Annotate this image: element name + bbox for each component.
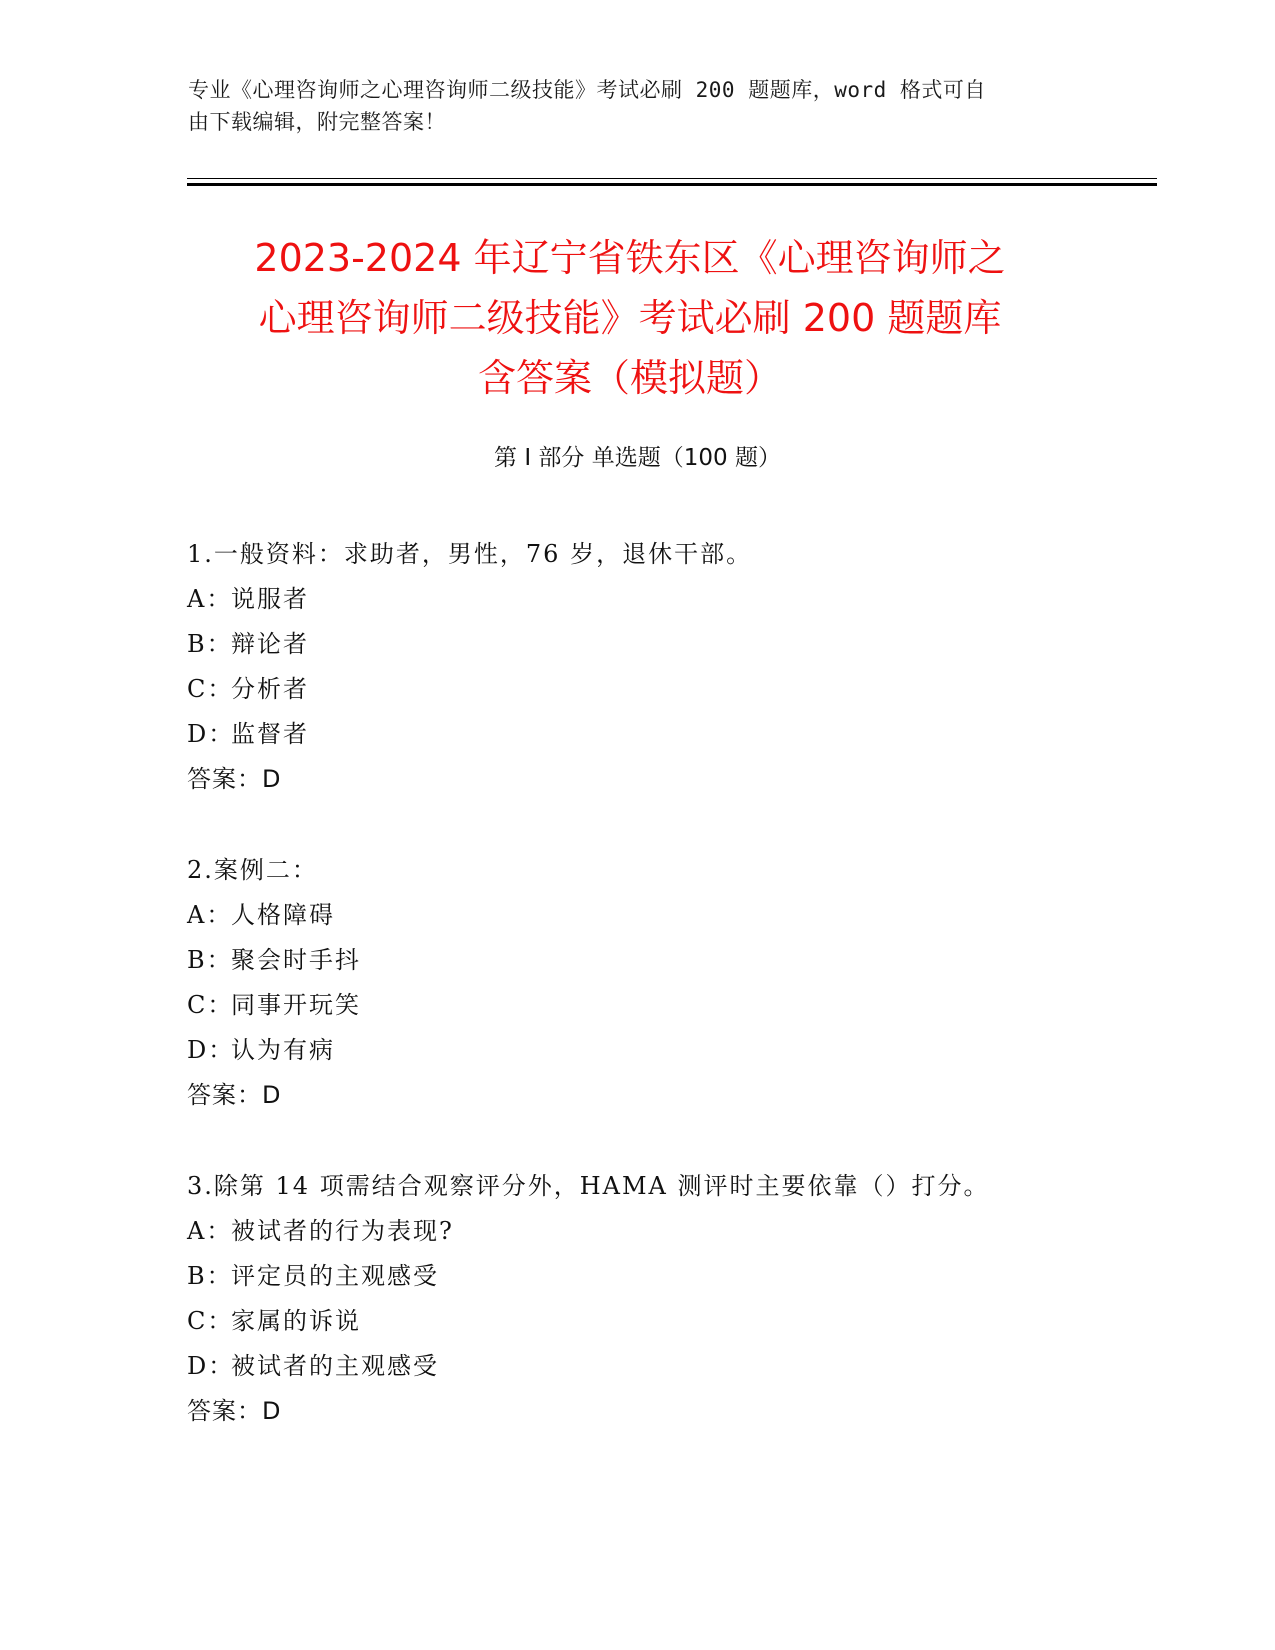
header-note [188,74,1068,138]
title-line-3: 含答案（模拟题） [477,356,782,400]
question-1 [187,532,1147,802]
header-note-line-2: 由下载编辑，附完整答案！ [188,110,446,134]
option-text: 监督者 [231,720,309,748]
option-text: 说服者 [231,585,309,613]
option-c [187,1299,1147,1344]
question-stem: 1.一般资料：求助者，男性，76 岁，退休干部。 [187,540,753,568]
option-text: 人格障碍 [231,901,335,929]
option-letter: A： [187,585,233,613]
question-stem: 3.除第 14 项需结合观察评分外，HAMA 测评时主要依靠（）打分。 [187,1172,990,1200]
option-text: 分析者 [231,675,309,703]
question-list [187,532,1147,1480]
option-letter: C： [187,991,234,1019]
option-letter: B： [187,946,233,974]
question-stem: 2.案例二： [187,856,318,884]
option-text: 家属的诉说 [231,1307,361,1335]
answer: 答案：D [187,1397,282,1425]
option-letter: D： [187,720,235,748]
option-text: 被试者的主观感受 [231,1352,439,1380]
header-rule-thick [187,183,1157,186]
option-d [187,1344,1147,1389]
question-2 [187,848,1147,1118]
option-a [187,893,1147,938]
option-letter: C： [187,1307,234,1335]
option-text: 同事开玩笑 [231,991,361,1019]
option-letter: D： [187,1352,235,1380]
title-line-2: 心理咨询师二级技能》考试必刷 200 题题库 [258,296,1002,340]
option-c [187,667,1147,712]
option-letter: A： [187,901,233,929]
option-letter: A： [187,1217,233,1245]
header-rule-thin [187,178,1157,179]
option-b [187,938,1147,983]
option-text: 辩论者 [231,630,309,658]
document-title [190,228,1070,408]
question-3 [187,1164,1147,1434]
option-c [187,983,1147,1028]
title-line-1: 2023-2024 年辽宁省铁东区《心理咨询师之 [254,236,1006,280]
option-letter: C： [187,675,234,703]
section-heading: 第 I 部分 单选题（100 题） [494,445,781,471]
option-letter: B： [187,630,233,658]
option-b [187,622,1147,667]
option-text: 聚会时手抖 [231,946,361,974]
option-text: 评定员的主观感受 [231,1262,439,1290]
option-b [187,1254,1147,1299]
option-text: 被试者的行为表现? [231,1217,454,1245]
answer: 答案：D [187,765,282,793]
option-d [187,1028,1147,1073]
option-a [187,1209,1147,1254]
option-letter: D： [187,1036,235,1064]
option-a [187,577,1147,622]
header-note-line-1: 专业《心理咨询师之心理咨询师二级技能》考试必刷 200 题题库，word 格式可自 [188,78,986,102]
option-letter: B： [187,1262,233,1290]
answer: 答案：D [187,1081,282,1109]
option-d [187,712,1147,757]
option-text: 认为有病 [231,1036,335,1064]
